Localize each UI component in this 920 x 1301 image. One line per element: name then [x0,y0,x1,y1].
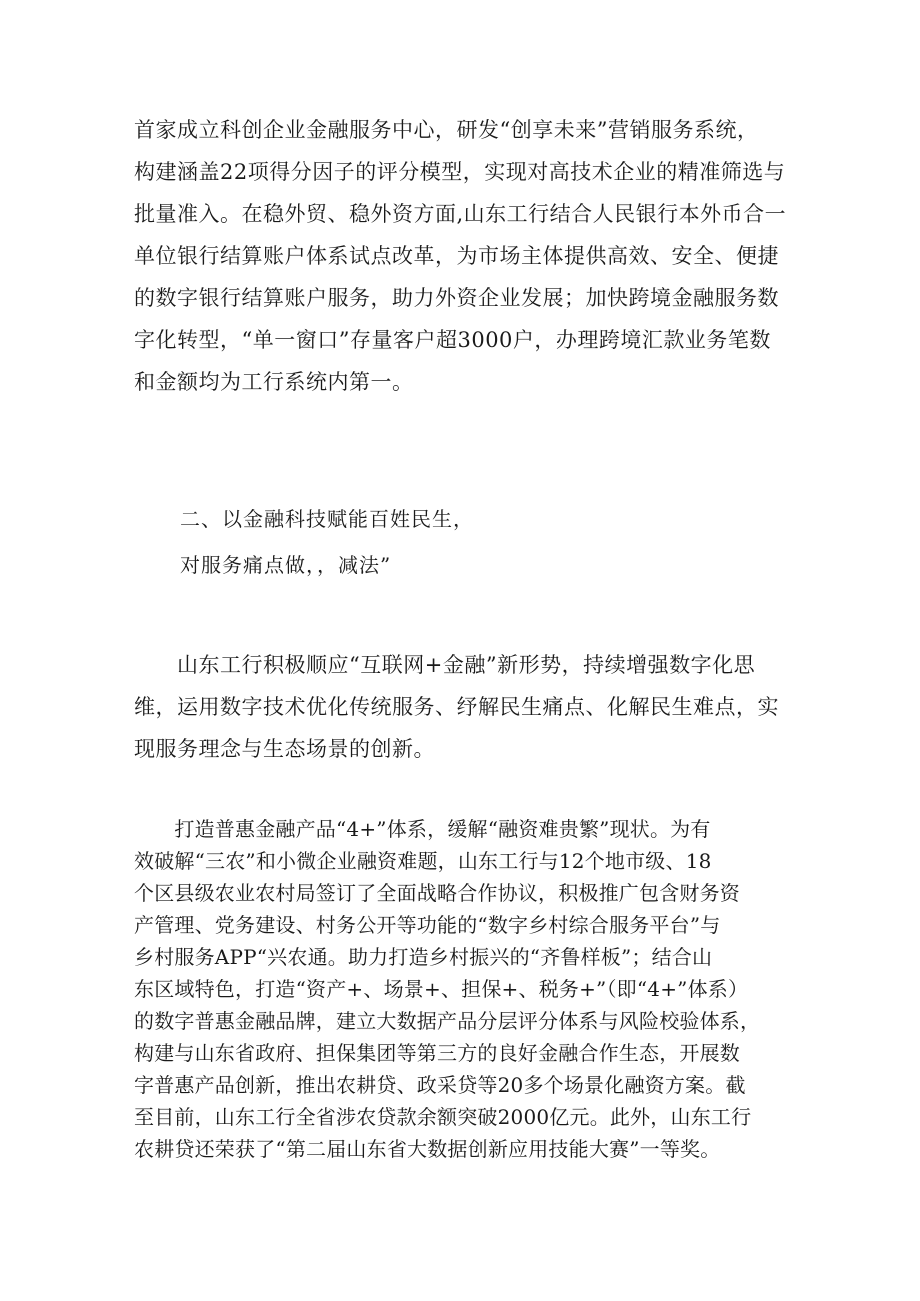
paragraph-1-line: 和金额均为工行系统内第一。 [134,370,414,394]
paragraph-3-line: 的数字普惠金融品牌，建立大数据产品分层评分体系与风险校验体系， [134,1009,761,1033]
paragraph-2-line: 山东工行积极顺应“互联网+金融”新形势，持续增强数字化思 [134,653,756,677]
paragraph-2-line: 现服务理念与生态场景的创新。 [134,737,435,761]
paragraph-3-line: 打造普惠金融产品“4+”体系，缓解“融资难贵繁”现状。为有 [134,817,711,841]
paragraph-2 [134,644,794,770]
paragraph-3-line: 效破解“三农”和小微企业融资难题，山东工行与12个地市级、18 [134,849,712,873]
paragraph-1 [134,109,794,403]
paragraph-1-line: 构建涵盖22项得分因子的评分模型，实现对高技术企业的精准筛选与 [134,160,786,184]
section-heading-line: 对服务痛点做，，减法” [180,553,392,577]
paragraph-1-line: 字化转型，“单一窗口”存量客户超3000户，办理跨境汇款业务笔数 [134,328,771,352]
paragraph-3-line: 东区域特色，打造“资产+、场景+、担保+、税务+”（即“4+”体系） [134,977,749,1001]
paragraph-1-line: 单位银行结算账户体系试点改革，为市场主体提供高效、安全、便捷 [134,244,779,268]
paragraph-3-line: 农耕贷还荣获了“第二届山东省大数据创新应用技能大赛”一等奖。 [134,1137,721,1161]
paragraph-1-line: 的数字银行结算账户服务，助力外资企业发展；加快跨境金融服务数 [134,286,779,310]
paragraph-3-line: 构建与山东省政府、担保集团等第三方的良好金融合作生态，开展数 [134,1041,740,1065]
paragraph-1-line: 批量准入。在稳外贸、稳外资方面,山东工行结合人民银行本外币合一 [134,202,787,226]
paragraph-3-line: 产管理、党务建设、村务公开等功能的“数字乡村综合服务平台”与 [134,913,721,937]
section-heading [180,496,474,588]
section-heading-line: 二、以金融科技赋能百姓民生， [180,507,474,531]
paragraph-3-line: 至目前，山东工行全省涉农贷款余额突破2000亿元。此外，山东工行 [134,1105,752,1129]
paragraph-3 [134,813,794,1165]
paragraph-3-line: 个区县级农业农村局签订了全面战略合作协议，积极推广包含财务资 [134,881,740,905]
paragraph-3-line: 字普惠产品创新，推出农耕贷、政采贷等20多个场景化融资方案。截 [134,1073,746,1097]
paragraph-1-line: 首家成立科创企业金融服务中心，研发“创享未来”营销服务系统， [134,118,759,142]
paragraph-2-line: 维，运用数字技术优化传统服务、纾解民生痛点、化解民生难点，实 [134,695,779,719]
paragraph-3-line: 乡村服务APP“兴农通。助力打造乡村振兴的“齐鲁样板”；结合山 [134,945,713,969]
